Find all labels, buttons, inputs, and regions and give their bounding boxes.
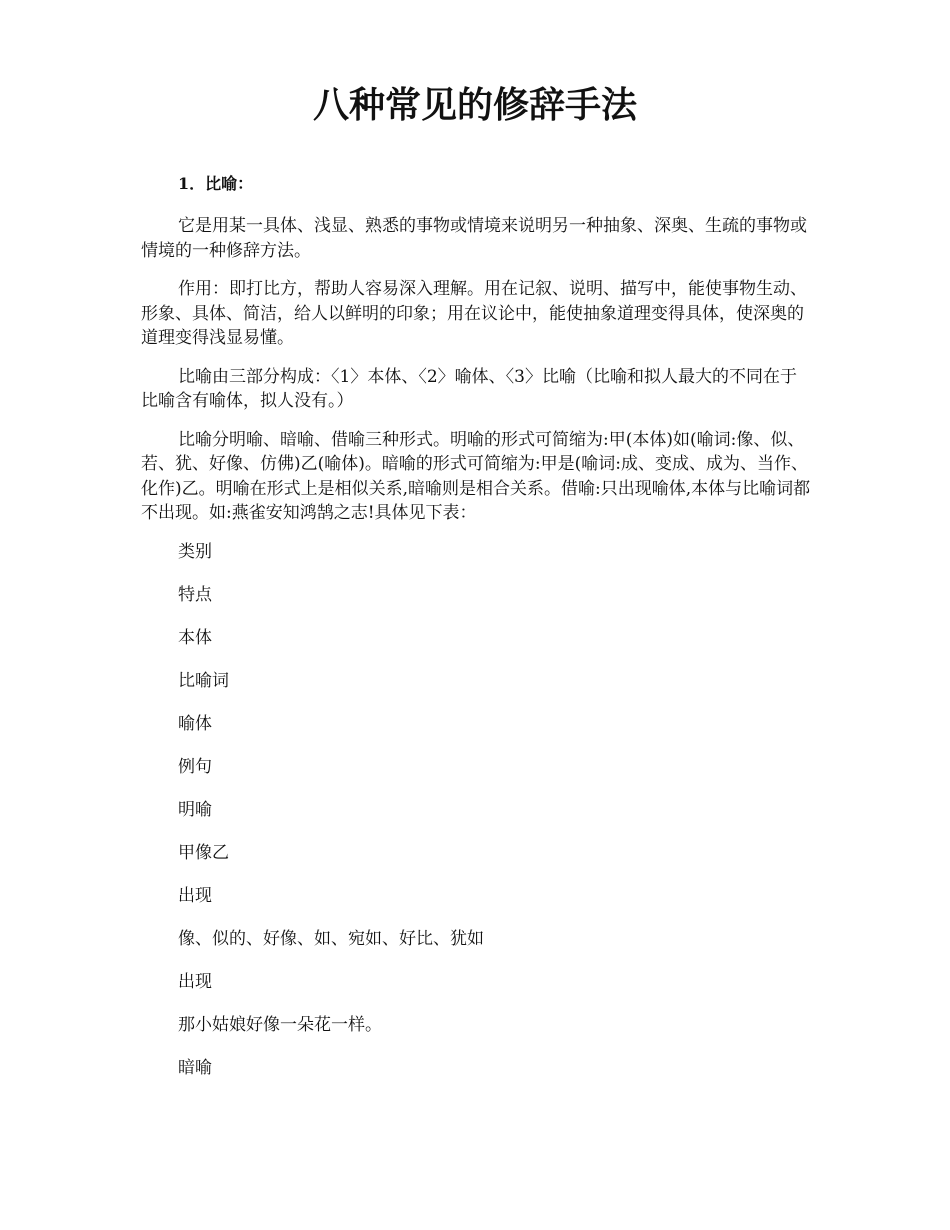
table-cell: 像、似的、好像、如、宛如、好比、犹如: [178, 928, 484, 949]
document-title: 八种常见的修辞手法: [312, 84, 637, 126]
table-cell-header-vehicle: 喻体: [178, 713, 212, 734]
table-cell-header-tenor: 本体: [178, 627, 212, 648]
document-body: [141, 172, 813, 1099]
table-cell-header-comparator: 比喻词: [178, 670, 229, 691]
table-cell-list: [141, 540, 813, 1099]
table-cell: 明喻: [178, 799, 212, 820]
paragraph-forms: 比喻分明喻、暗喻、借喻三种形式。明喻的形式可简缩为:甲(本体)如(喻词:像、似、若、犹、好像、仿佛)乙(喻体)。暗喻的形式可简缩为:甲是(喻词:成、变成、成为、当作、化作)乙。明喻在形式上是相似关系,暗喻则是相合关系。借喻:只出现喻体,本体与比喻词都不出现。如:燕雀安知鸿鹄之志!具体见下表：: [141, 429, 811, 523]
table-cell: 暗喻: [178, 1057, 212, 1078]
table-cell-header-example: 例句: [178, 756, 212, 777]
table-cell-header-category: 类别: [178, 541, 212, 562]
table-cell: 那小姑娘好像一朵花一样。: [178, 1014, 382, 1035]
table-cell-header-feature: 特点: [178, 584, 212, 605]
paragraph-definition: 它是用某一具体、浅显、熟悉的事物或情境来说明另一种抽象、深奥、生疏的事物或情境的一种修辞方法。: [141, 216, 807, 261]
table-cell: 出现: [178, 971, 212, 992]
section-heading: 1．比喻：: [178, 174, 254, 193]
table-cell: 甲像乙: [178, 842, 229, 863]
table-cell: 出现: [178, 885, 212, 906]
paragraph-function: 作用：即打比方，帮助人容易深入理解。用在记叙、说明、描写中，能使事物生动、形象、具体、简洁，给人以鲜明的印象；用在议论中，能使抽象道理变得具体，使深奥的道理变得浅显易懂。: [141, 279, 807, 348]
paragraph-structure: 比喻由三部分构成：〈1〉本体、〈2〉喻体、〈3〉比喻（比喻和拟人最大的不同在于比喻含有喻体，拟人没有。）: [141, 366, 797, 411]
